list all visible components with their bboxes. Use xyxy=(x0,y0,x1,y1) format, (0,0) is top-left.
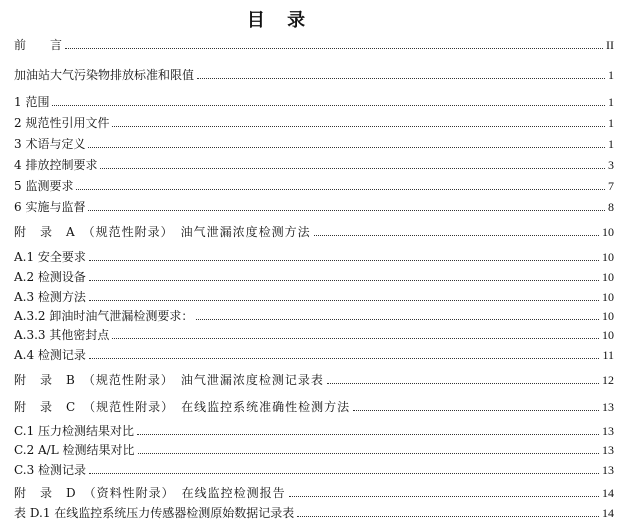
toc-entry-page: 1 xyxy=(608,116,614,130)
toc-entry-c2[interactable] xyxy=(14,441,614,457)
toc-entry-a3[interactable] xyxy=(14,288,614,304)
toc-entry-references[interactable] xyxy=(14,114,614,130)
toc-entry-label: 4 排放控制要求 xyxy=(14,158,98,172)
toc-entry-a4[interactable] xyxy=(14,346,614,362)
dot-leader xyxy=(88,146,605,148)
toc-entry-page: 10 xyxy=(602,270,614,284)
toc-entry-label: 3 术语与定义 xyxy=(14,137,86,151)
toc-entry-page: 1 xyxy=(608,137,614,151)
dot-leader xyxy=(112,337,599,339)
dot-leader xyxy=(137,433,599,435)
toc-entry-emission-control[interactable] xyxy=(14,156,614,172)
toc-entry-page: 10 xyxy=(602,290,614,304)
dot-leader xyxy=(88,209,605,211)
toc-entry-page: 12 xyxy=(602,373,614,387)
toc-entry-page: 10 xyxy=(602,250,614,264)
toc-entry-a3-3[interactable] xyxy=(14,326,614,342)
dot-leader xyxy=(353,409,599,411)
toc-entry-label: 5 监测要求 xyxy=(14,179,74,193)
toc-entry-label: 1 范围 xyxy=(14,95,50,109)
toc-entry-label: 附 录 C （规范性附录） 在线监控系统准确性检测方法 xyxy=(14,400,351,414)
toc-entry-label: A.3.2 卸油时油气泄漏检测要求： xyxy=(14,309,194,323)
toc-entry-a2[interactable] xyxy=(14,268,614,284)
toc-entry-label: 附 录 B （规范性附录） 油气泄漏浓度检测记录表 xyxy=(14,373,324,387)
dot-leader xyxy=(100,167,605,169)
toc-entry-page: 3 xyxy=(608,158,614,172)
toc-entry-label: A.4 检测记录 xyxy=(14,348,86,362)
dot-leader xyxy=(89,357,600,359)
dot-leader xyxy=(197,77,605,79)
dot-leader xyxy=(89,472,599,474)
toc-entry-appendix-d[interactable] xyxy=(14,484,614,500)
toc-entry-appendix-b[interactable] xyxy=(14,371,614,387)
dot-leader xyxy=(76,188,605,190)
toc-entry-table-d1[interactable] xyxy=(14,504,614,520)
toc-entry-page: 13 xyxy=(602,463,614,477)
dot-leader xyxy=(196,318,599,320)
toc-entry-implementation[interactable] xyxy=(14,198,614,214)
toc-entry-page: 13 xyxy=(602,400,614,414)
toc-entry-label: 6 实施与监督 xyxy=(14,200,86,214)
toc-entry-page: 1 xyxy=(608,95,614,109)
toc-entry-label: 2 规范性引用文件 xyxy=(14,116,110,130)
toc-entry-page: 13 xyxy=(602,443,614,457)
toc-entry-label: A.3 检测方法 xyxy=(14,290,86,304)
toc-entry-page: 7 xyxy=(608,179,614,193)
toc-entry-label: A.2 检测设备 xyxy=(14,270,86,284)
toc-entry-terms[interactable] xyxy=(14,135,614,151)
toc-entry-preface[interactable] xyxy=(14,36,614,52)
page-title: 目 录 xyxy=(246,10,314,31)
toc-entry-standard-title[interactable] xyxy=(14,66,614,82)
dot-leader xyxy=(327,382,599,384)
dot-leader xyxy=(65,47,603,49)
toc-entry-page: 10 xyxy=(602,309,614,323)
dot-leader xyxy=(314,234,599,236)
toc-entry-a3-2[interactable] xyxy=(14,307,614,323)
toc-entry-page: 14 xyxy=(602,486,614,500)
toc-entry-monitoring[interactable] xyxy=(14,177,614,193)
toc-entry-c3[interactable] xyxy=(14,461,614,477)
toc-entry-appendix-a[interactable] xyxy=(14,223,614,239)
toc-entry-page: 8 xyxy=(608,200,614,214)
toc-entry-page: 10 xyxy=(602,225,614,239)
toc-entry-c1[interactable] xyxy=(14,422,614,438)
dot-leader xyxy=(89,279,599,281)
dot-leader xyxy=(52,104,605,106)
dot-leader xyxy=(112,125,605,127)
toc-entry-page: 11 xyxy=(602,348,614,362)
toc-entry-label: 附 录 D （资料性附录） 在线监控检测报告 xyxy=(14,486,286,500)
toc-entry-label: 加油站大气污染物排放标准和限值 xyxy=(14,68,195,82)
toc-entry-page: II xyxy=(606,38,614,52)
toc-entry-label: 附 录 A （规范性附录） 油气泄漏浓度检测方法 xyxy=(14,225,311,239)
toc-entry-a1[interactable] xyxy=(14,248,614,264)
dot-leader xyxy=(89,299,599,301)
toc-entry-page: 10 xyxy=(602,328,614,342)
dot-leader xyxy=(289,495,599,497)
toc-entry-appendix-c[interactable] xyxy=(14,398,614,414)
toc-entry-page: 1 xyxy=(608,68,614,82)
toc-entry-label: A.1 安全要求 xyxy=(14,250,86,264)
dot-leader xyxy=(297,515,599,517)
dot-leader xyxy=(89,259,599,261)
toc-entry-label: A.3.3 其他密封点 xyxy=(14,328,110,342)
toc-entry-label: 前 言 xyxy=(14,38,63,52)
toc-entry-label: 表 D.1 在线监控系统压力传感器检测原始数据记录表 xyxy=(14,506,295,520)
toc-entry-page: 13 xyxy=(602,424,614,438)
toc-entry-scope[interactable] xyxy=(14,93,614,109)
toc-entry-label: C.2 A/L 检测结果对比 xyxy=(14,443,135,457)
dot-leader xyxy=(138,452,599,454)
toc-entry-page: 14 xyxy=(602,506,614,520)
toc-entry-label: C.1 压力检测结果对比 xyxy=(14,424,135,438)
toc-entry-label: C.3 检测记录 xyxy=(14,463,87,477)
